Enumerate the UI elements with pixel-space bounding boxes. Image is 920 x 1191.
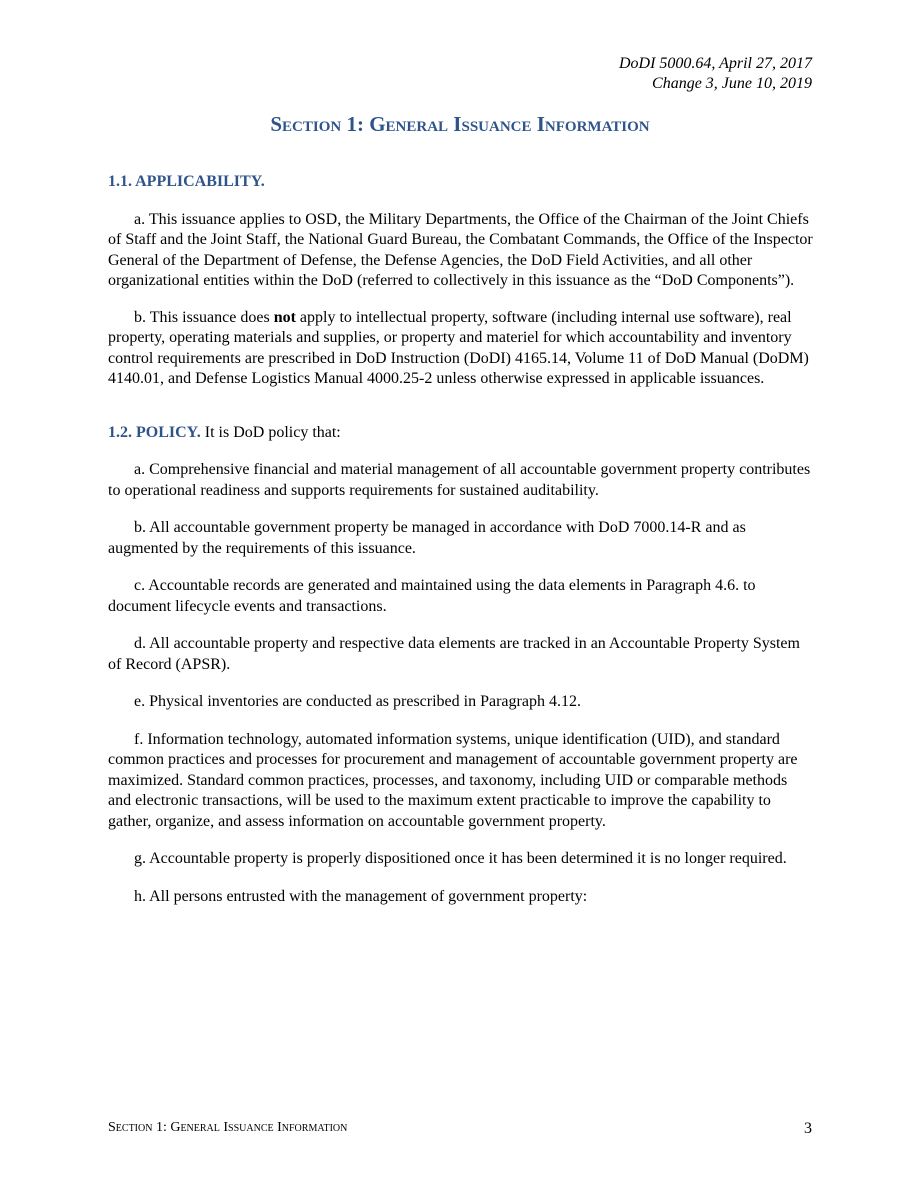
paragraph-1-2-c: c. Accountable records are generated and maintained using the data elements in Paragraph 4.6. to document lifecycle events and transactions. bbox=[108, 577, 756, 615]
paragraph-1-2-e: e. Physical inventories are conducted as prescribed in Paragraph 4.12. bbox=[134, 693, 581, 710]
header-change-date: Change 3, June 10, 2019 bbox=[652, 75, 812, 92]
page-footer bbox=[108, 1120, 812, 1138]
paragraph-1-2-a: a. Comprehensive financial and material management of all accountable government property contributes to operational readiness and supports requirements for sustained auditability. bbox=[108, 461, 811, 499]
heading-applicability: 1.1. APPLICABILITY. bbox=[108, 173, 265, 190]
heading-policy: 1.2. POLICY. bbox=[108, 423, 201, 441]
footer-section-label: Section 1: General Issuance Information bbox=[108, 1120, 348, 1135]
paragraph-1-1-a: a. This issuance applies to OSD, the Military Departments, the Office of the Chairman of the Joint Chiefs of Staff and the Joint Staff, the National Guard Bureau, the Combatant Commands, the Office of the Inspector General of the Department of Defense, the Defense Agencies, the DoD Field Activities, and all other organizational entities within the DoD (referred to collectively in this issuance as the “DoD Components”). bbox=[108, 210, 813, 289]
page-header bbox=[619, 54, 812, 94]
document-body bbox=[108, 172, 814, 907]
paragraph-1-2-b: b. All accountable government property be managed in accordance with DoD 7000.14-R and as augmented by the requirements of this issuance. bbox=[108, 519, 746, 557]
header-issuance-date: DoDI 5000.64, April 27, 2017 bbox=[618, 55, 812, 72]
section-title: Section 1: General Issuance Information bbox=[270, 112, 650, 136]
paragraph-1-2-h: h. All persons entrusted with the management of government property: bbox=[134, 887, 588, 905]
paragraph-1-2-f: f. Information technology, automated information systems, unique identification (UID), and standard common practices and processes for procurement and management of accountable government property are maximized. Standard common practices, processes, and taxonomy, including UID or comparable methods and electronic transactions, will be used to the maximum extent practicable to improve the capability to gather, organize, and assess information on accountable government property. bbox=[108, 730, 798, 830]
policy-intro: It is DoD policy that: bbox=[200, 423, 341, 441]
paragraph-1-2-g: g. Accountable property is properly dispositioned once it has been determined it is no longer required. bbox=[134, 850, 787, 867]
paragraph-1-1-b bbox=[108, 308, 814, 390]
policy-heading-line bbox=[108, 423, 814, 444]
emphasis-not: not bbox=[273, 308, 296, 326]
paragraph-1-1-b-start: b. This issuance does bbox=[134, 308, 274, 326]
page-number: 3 bbox=[804, 1120, 812, 1137]
paragraph-1-1-b-rest: apply to intellectual property, software (including internal use software), real property, operating materials and supplies, or property and materiel for which accountability and inventory control requirements are prescribed in DoD Instruction (DoDI) 4165.14, Volume 11 of DoD Manual (DoDM) 4140.01, and Defense Logistics Manual 4000.25-2 unless otherwise expressed in applicable issuances. bbox=[108, 308, 809, 387]
paragraph-1-2-d: d. All accountable property and respective data elements are tracked in an Accountable Property System of Record (APSR). bbox=[108, 635, 800, 673]
